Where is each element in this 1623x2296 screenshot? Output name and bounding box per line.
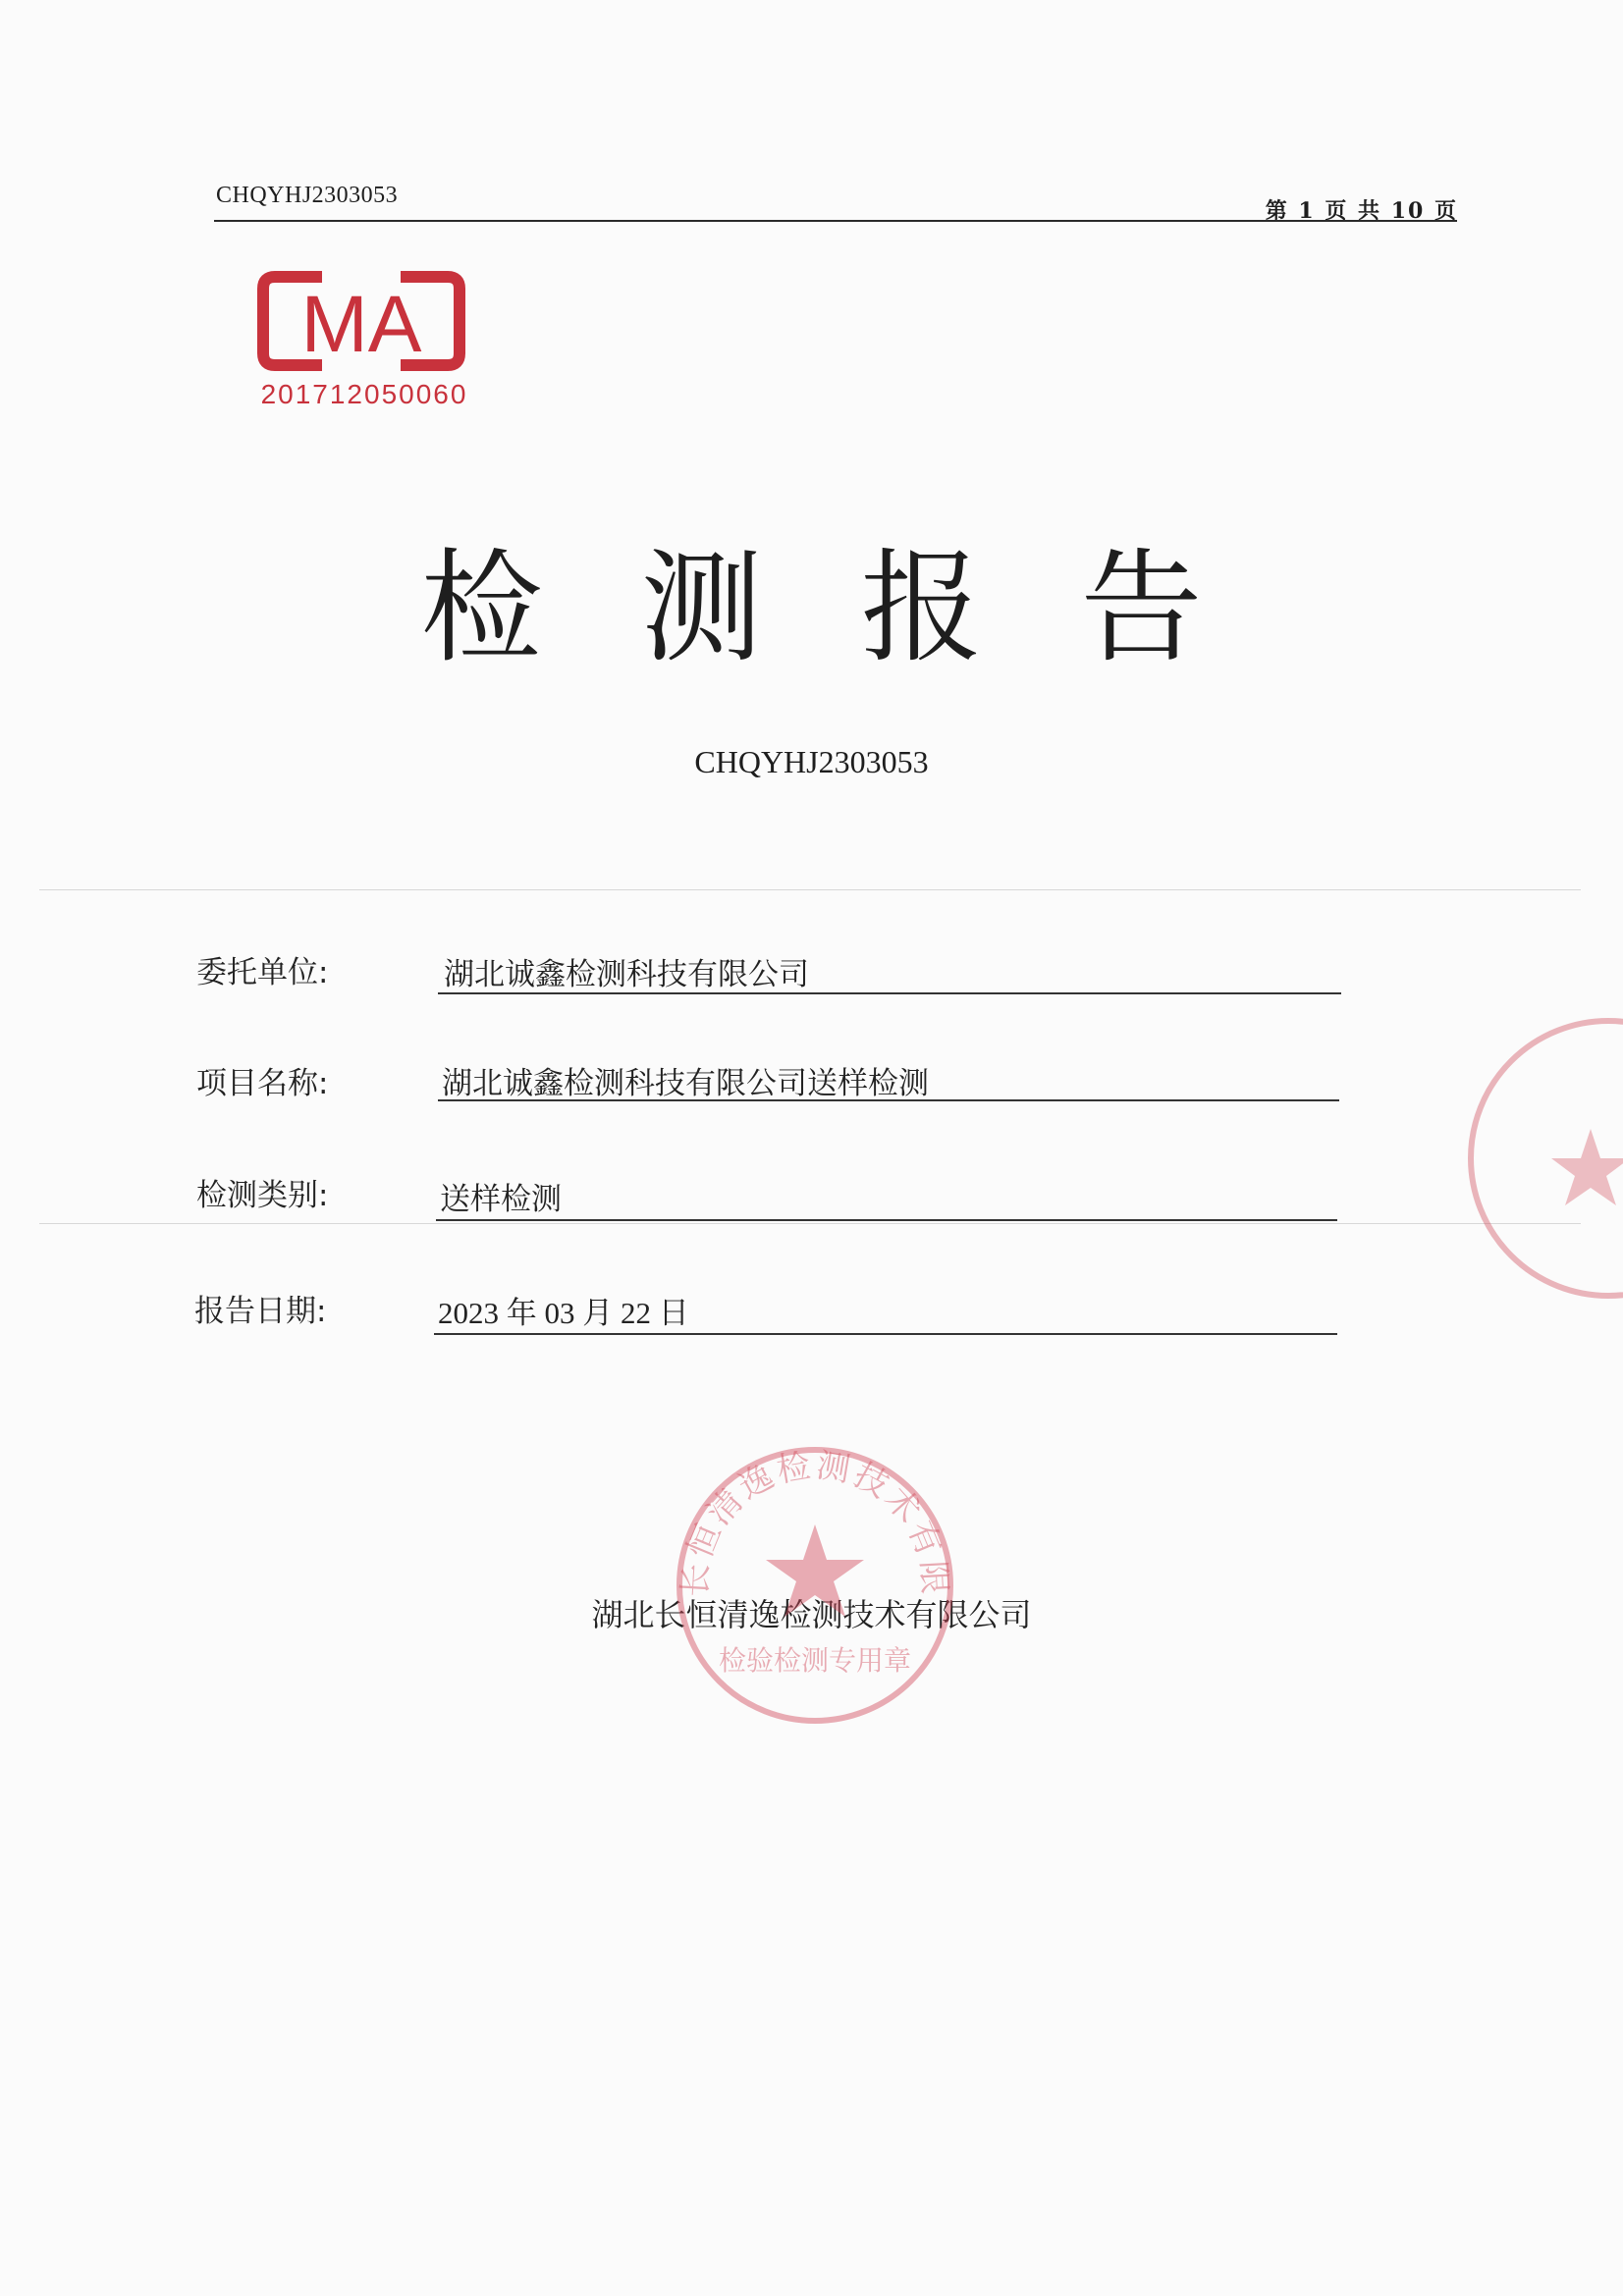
scan-band — [39, 1223, 1581, 1224]
report-number: CHQYHJ2303053 — [694, 744, 929, 779]
page-title: 检测报告 — [420, 538, 1301, 679]
header-page-indicator: 第 1 页 共 10 页 — [1265, 198, 1458, 224]
date-label: 报告日期: — [194, 1294, 327, 1329]
header-report-code: CHQYHJ2303053 — [216, 183, 399, 208]
header-rule — [214, 220, 1457, 222]
date-value: 2023 年 03 月 22 日 — [438, 1296, 689, 1330]
svg-text:湖北长恒清逸检测技术有限公司 — [668, 1438, 954, 1598]
main-seal-icon — [668, 1438, 962, 1733]
client-label: 委托单位: — [196, 955, 329, 990]
category-value: 送样检测 — [440, 1182, 562, 1217]
edge-seal-icon — [1443, 982, 1623, 1335]
cma-mark-icon — [253, 265, 469, 377]
scan-band — [39, 889, 1581, 890]
main-seal-inner-text: 检验检测专用章 — [718, 1644, 912, 1677]
project-value: 湖北诚鑫检测科技有限公司送样检测 — [442, 1066, 929, 1101]
category-underline — [436, 1219, 1337, 1221]
date-underline — [434, 1333, 1337, 1335]
issuer-name: 湖北长恒清逸检测技术有限公司 — [591, 1596, 1032, 1633]
client-value: 湖北诚鑫检测科技有限公司 — [444, 957, 809, 992]
main-seal-outer-text: 长恒清逸检测技术有限 — [676, 1445, 954, 1598]
cma-mark-text: MA — [300, 280, 422, 369]
client-underline — [438, 992, 1341, 994]
project-label: 项目名称: — [196, 1066, 329, 1101]
project-underline — [438, 1099, 1339, 1101]
cma-certificate-number: 201712050060 — [260, 379, 468, 409]
category-label: 检测类别: — [196, 1178, 329, 1213]
